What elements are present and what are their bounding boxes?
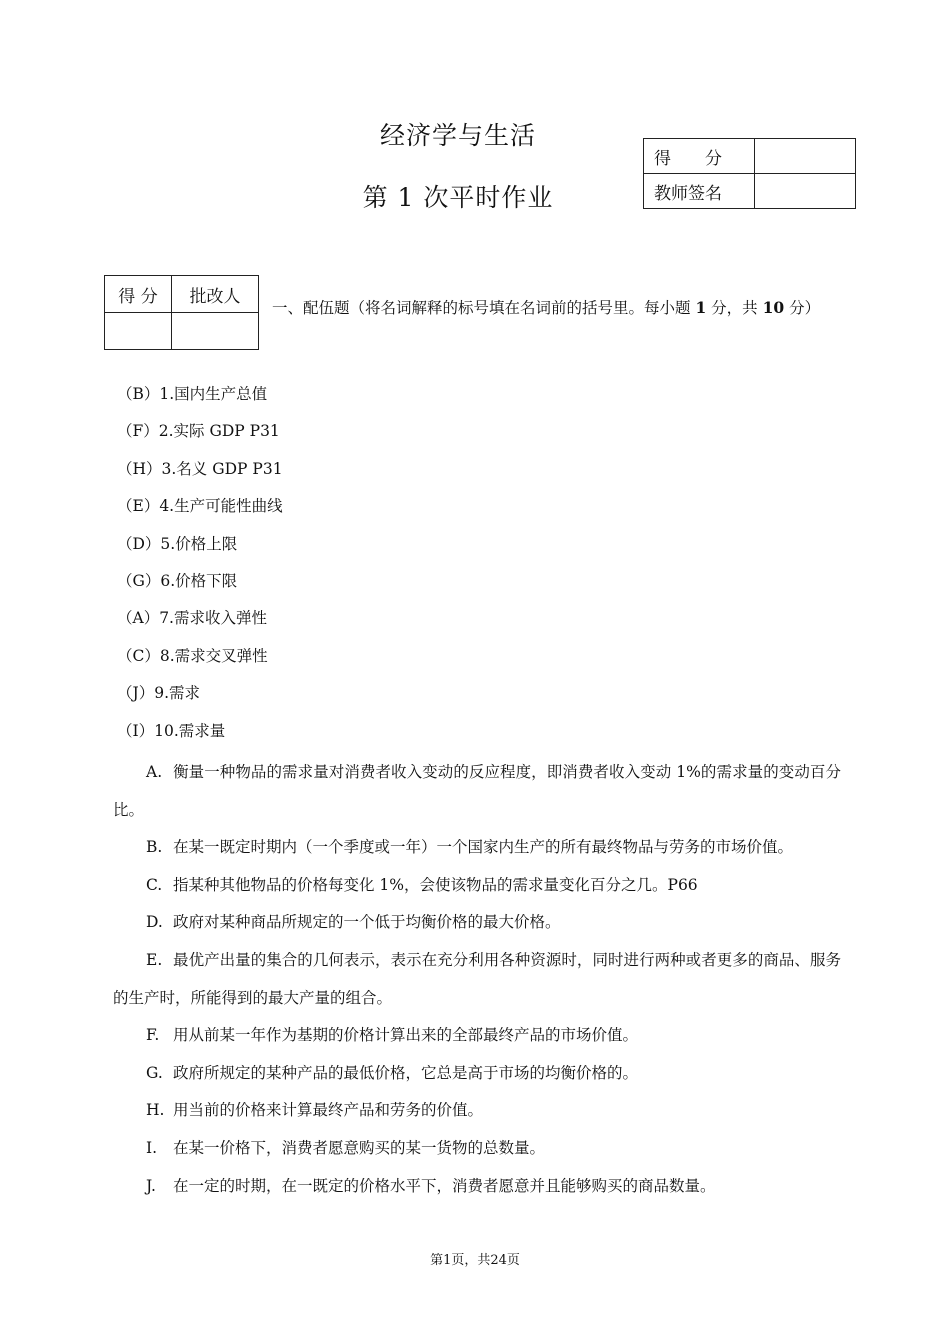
grader-cell [172,313,259,350]
list-item: （G）6.价格下限 [117,571,238,590]
document-subtitle: 第 1 次平时作业 [362,183,554,212]
points-total: 10 [762,298,785,317]
definition-letter: H. [146,1101,165,1120]
list-item: （F）2.实际 GDP P31 [117,422,280,441]
definition-letter: I. [146,1138,158,1157]
score-value-cell [755,139,856,174]
definition-letter: F. [146,1026,160,1045]
definition-letter: E. [146,950,163,969]
list-item: （C）8.需求交叉弹性 [117,646,268,665]
definition-letter: G. [146,1063,163,1082]
definition-item [113,1055,841,1093]
definition-letter: C. [146,875,163,894]
definition-text: 衡量一种物品的需求量对消费者收入变动的反应程度，即消费者收入变动 1%的需求量的变动百分比。 [113,763,841,819]
definition-item [113,1168,841,1206]
points-each: 1 [695,298,707,317]
definition-text: 在某一既定时期内（一个季度或一年）一个国家内生产的所有最终物品与劳务的市场价值。 [173,838,794,857]
page-footer: 第1页，共24页 [430,1253,520,1268]
score-label: 得 分 [644,139,755,174]
list-item: （I）10.需求量 [117,721,226,740]
definition-text: 用当前的价格来计算最终产品和劳务的价值。 [173,1101,484,1120]
definition-letter: D. [146,913,163,932]
teacher-signature-label: 教师签名 [644,174,755,209]
definition-item [113,942,841,1017]
definition-text: 在一定的时期，在一既定的价格水平下，消费者愿意并且能够购买的商品数量。 [173,1176,716,1195]
definition-letter: B. [146,838,163,857]
document-title: 经济学与生活 [379,121,536,150]
definition-item [113,1092,841,1130]
list-item: （J）9.需求 [117,684,201,703]
section-suffix: 分） [784,299,821,317]
definition-item [113,867,841,905]
grader-table [104,275,259,350]
definition-item [113,754,841,829]
section-score-label: 得 分 [105,276,172,313]
teacher-signature-cell [755,174,856,209]
definition-text: 政府对某种商品所规定的一个低于均衡价格的最大价格。 [173,913,561,932]
score-table [643,138,856,209]
definition-text: 最优产出量的集合的几何表示，表示在充分利用各种资源时，同时进行两种或者更多的商品、服务的生产时，所能得到的最大产量的组合。 [113,950,841,1007]
matching-items-list [117,382,283,756]
list-item: （A）7.需求收入弹性 [117,609,267,628]
definition-letter: J. [146,1176,156,1195]
definition-item [113,1017,841,1055]
definitions-list [113,754,841,1205]
definition-letter: A. [146,763,163,781]
grader-label: 批改人 [172,276,259,313]
definition-text: 在某一价格下，消费者愿意购买的某一货物的总数量。 [173,1138,546,1157]
definition-text: 政府所规定的某种产品的最低价格，它总是高于市场的均衡价格的。 [173,1063,639,1082]
definition-item [113,829,841,867]
list-item: （E）4.生产可能性曲线 [117,497,283,516]
section-middle: 分，共 [706,299,763,317]
definition-item [113,1130,841,1168]
list-item: （D）5.价格上限 [117,534,238,553]
section-prefix: 一、配伍题（将名词解释的标号填在名词前的括号里。每小题 [272,299,696,317]
list-item: （H）3.名义 GDP P31 [117,459,283,478]
definition-text: 指某种其他物品的价格每变化 1%，会使该物品的需求量变化百分之几。P66 [173,875,698,894]
list-item: （B）1.国内生产总值 [117,385,268,403]
section-heading [272,296,820,318]
section-score-cell [105,313,172,350]
definition-text: 用从前某一年作为基期的价格计算出来的全部最终产品的市场价值。 [173,1026,639,1045]
definition-item [113,904,841,942]
